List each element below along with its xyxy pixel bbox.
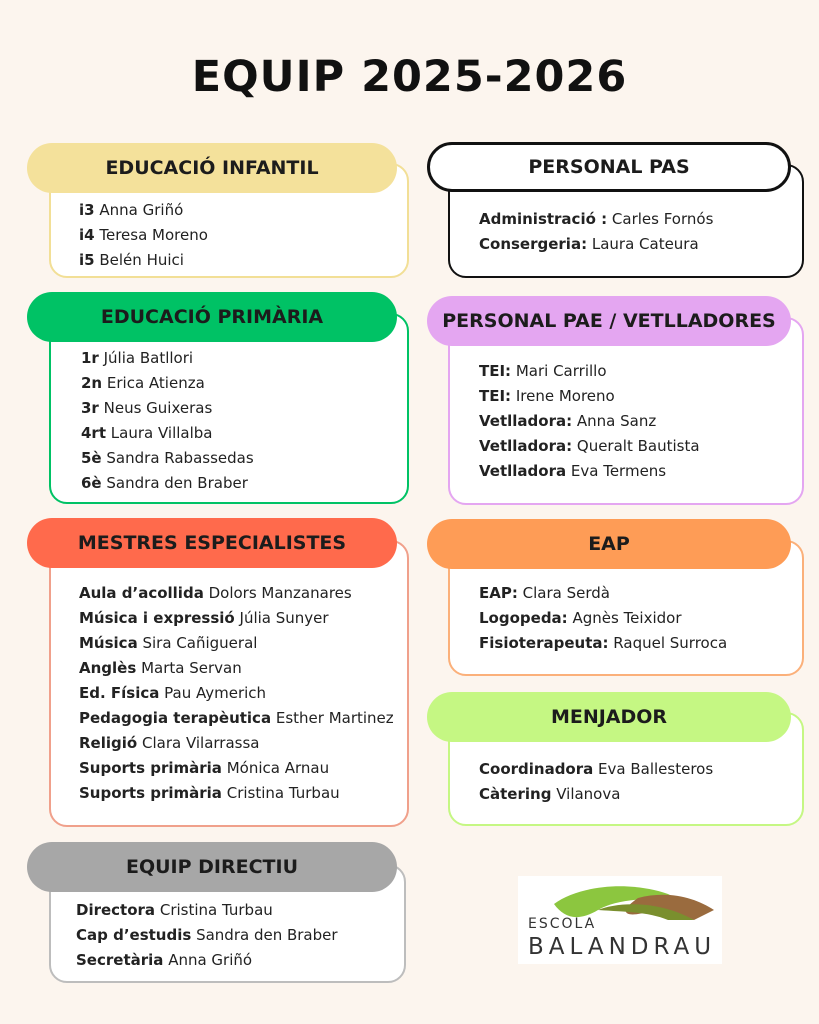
list-item: 2n Erica Atienza [81,374,205,392]
list-item: Directora Cristina Turbau [76,901,273,919]
list-personal-pas [479,207,713,257]
list-item: TEI: Mari Carrillo [479,362,607,380]
list-item: Consergeria: Laura Cateura [479,235,699,253]
list-item: Pedagogia terapèutica Esther Martinez [79,709,394,727]
list-eap [479,581,727,656]
list-item: i3 Anna Griñó [79,201,184,219]
list-item: i4 Teresa Moreno [79,226,208,244]
list-item: Logopeda: Agnès Teixidor [479,609,682,627]
list-item: 3r Neus Guixeras [81,399,213,417]
list-item: Vetlladora: Queralt Bautista [479,437,700,455]
list-item: Administració : Carles Fornós [479,210,714,228]
heading-personal-pas: PERSONAL PAS [427,142,791,192]
list-item: Música Sira Cañigueral [79,634,258,652]
heading-equip-directiu: EQUIP DIRECTIU [27,842,397,892]
list-educacio-primaria [81,346,254,496]
list-item: 4rt Laura Villalba [81,424,213,442]
list-item: Vetlladora Eva Termens [479,462,667,480]
list-item: EAP: Clara Serdà [479,584,610,602]
list-item: Coordinadora Eva Ballesteros [479,760,714,778]
list-item: Vetlladora: Anna Sanz [479,412,657,430]
list-item: Anglès Marta Servan [79,659,242,677]
list-mestres-especialistes [79,581,394,806]
list-item: Suports primària Cristina Turbau [79,784,340,802]
heading-personal-pae: PERSONAL PAE / VETLLADORES [427,296,791,346]
list-equip-directiu [76,898,338,973]
list-item: 6è Sandra den Braber [81,474,248,492]
list-item: Cap d’estudis Sandra den Braber [76,926,338,944]
list-item: i5 Belén Huici [79,251,184,269]
list-item: Aula d’acollida Dolors Manzanares [79,584,352,602]
list-educacio-infantil [79,198,208,273]
heading-educacio-primaria: EDUCACIÓ PRIMÀRIA [27,292,397,342]
page-title: EQUIP 2025-2026 [191,52,628,102]
list-item: Secretària Anna Griñó [76,951,253,969]
list-item: TEI: Irene Moreno [479,387,615,405]
heading-eap: EAP [427,519,791,569]
list-item: 5è Sandra Rabassedas [81,449,254,467]
school-logo [518,876,722,964]
list-item: Fisioterapeuta: Raquel Surroca [479,634,728,652]
heading-educacio-infantil: EDUCACIÓ INFANTIL [27,143,397,193]
heading-mestres-especialistes: MESTRES ESPECIALISTES [27,518,397,568]
logo-text-escola: ESCOLA [528,916,597,932]
list-item: Religió Clara Vilarrassa [79,734,260,752]
list-personal-pae [479,359,700,484]
list-item: 1r Júlia Batllori [81,349,194,367]
list-item: Suports primària Mónica Arnau [79,759,330,777]
logo-text-balandrau: BALANDRAU [528,934,717,960]
heading-menjador: MENJADOR [427,692,791,742]
list-item: Música i expressió Júlia Sunyer [79,609,329,627]
list-item: Ed. Física Pau Aymerich [79,684,267,702]
list-menjador [479,757,713,807]
list-item: Càtering Vilanova [479,785,621,803]
